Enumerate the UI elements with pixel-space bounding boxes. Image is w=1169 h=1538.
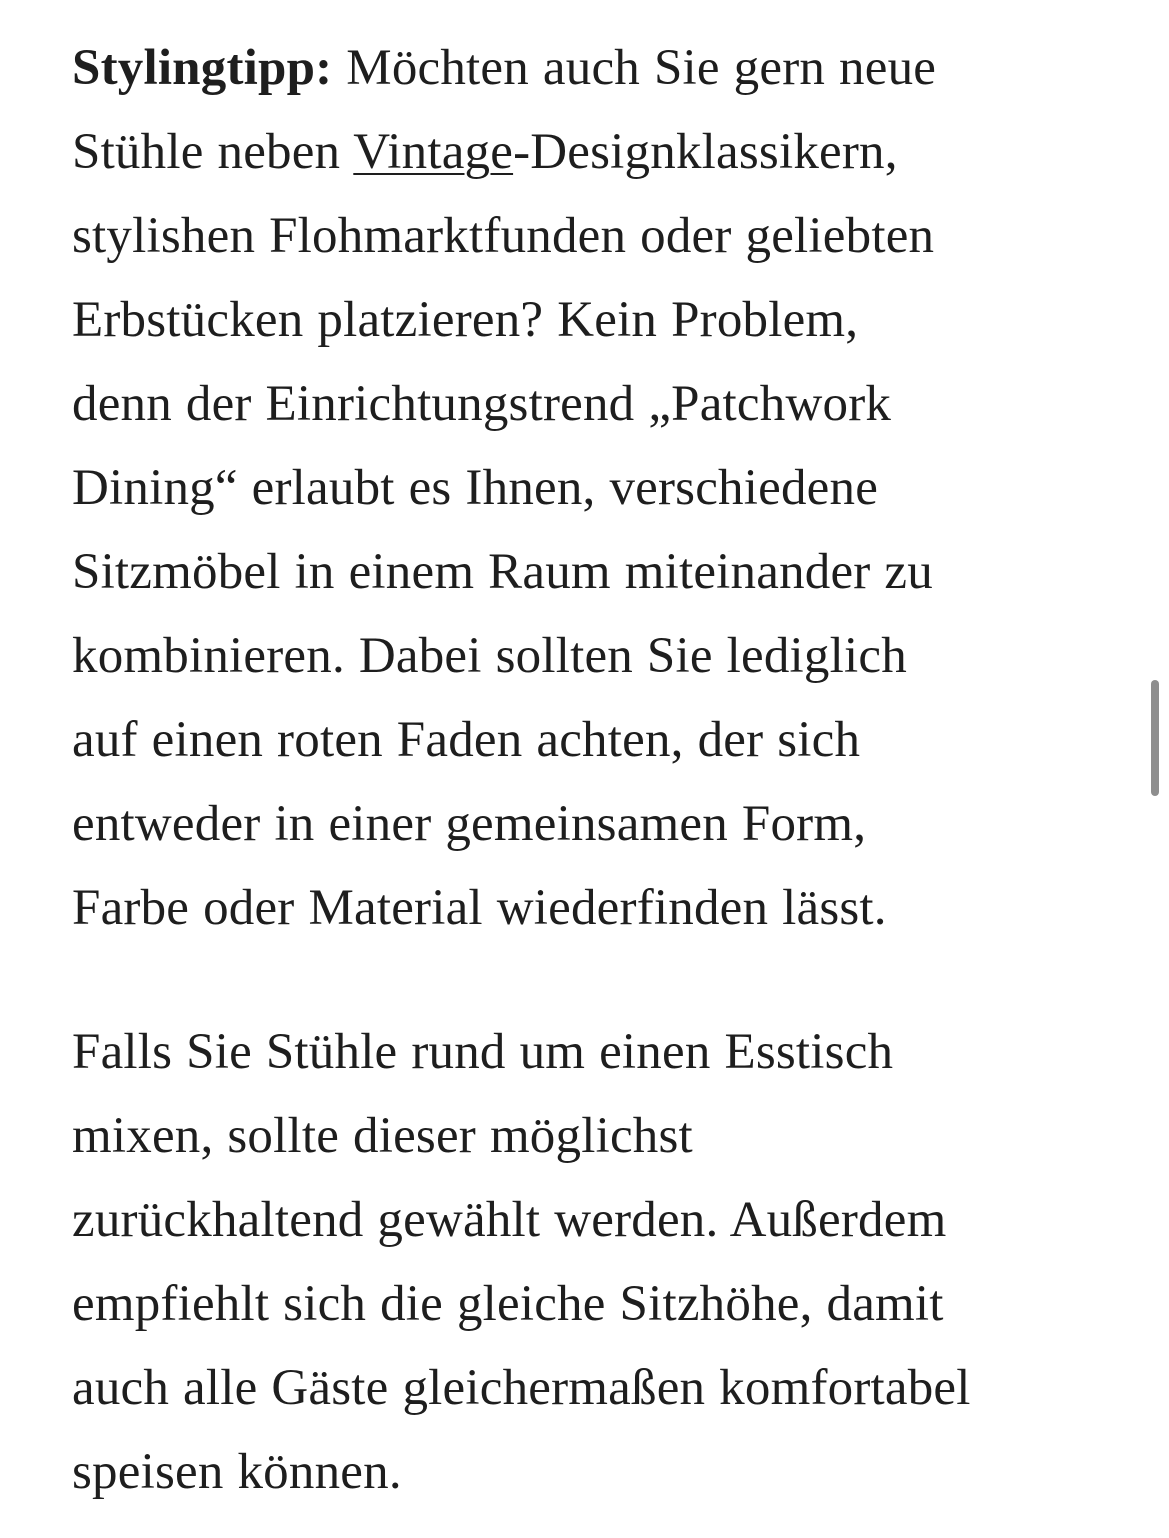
paragraph-line: [72, 110, 1112, 194]
paragraph-line: zurückhaltend gewählt werden. Außerdem: [72, 1192, 947, 1248]
styling-tip-paragraph: [72, 26, 1112, 950]
paragraph-line: mixen, sollte dieser möglichst: [72, 1108, 693, 1164]
paragraph-line: [72, 26, 1112, 110]
paragraph-text: -Designklassikern,: [513, 124, 898, 180]
scrollbar-thumb[interactable]: [1151, 680, 1159, 796]
chair-mixing-paragraph: [72, 1010, 1112, 1514]
paragraph-line: kombinieren. Dabei sollten Sie lediglich: [72, 628, 907, 684]
paragraph-line: Falls Sie Stühle rund um einen Esstisch: [72, 1024, 894, 1080]
styling-tip-label: Stylingtipp:: [72, 40, 333, 96]
paragraph-text: Stühle neben: [72, 124, 354, 180]
paragraph-text: Möchten auch Sie gern neue: [332, 40, 937, 96]
paragraph-line: stylishen Flohmarktfunden oder geliebten: [72, 208, 935, 264]
paragraph-line: speisen können.: [72, 1444, 402, 1500]
paragraph-line: entweder in einer gemeinsamen Form,: [72, 796, 867, 852]
paragraph-line: Dining“ erlaubt es Ihnen, verschiedene: [72, 460, 879, 516]
paragraph-line: denn der Einrichtungstrend „Patchwork: [72, 376, 892, 432]
vintage-link[interactable]: Vintage: [353, 124, 514, 180]
paragraph-line: Sitzmöbel in einem Raum miteinander zu: [72, 544, 933, 600]
paragraph-line: auf einen roten Faden achten, der sich: [72, 712, 861, 768]
article-body: [72, 26, 1112, 1514]
paragraph-line: Farbe oder Material wiederfinden lässt.: [72, 880, 887, 936]
paragraph-line: auch alle Gäste gleichermaßen komfortabel: [72, 1360, 971, 1416]
paragraph-line: Erbstücken platzieren? Kein Problem,: [72, 292, 859, 348]
paragraph-line: empfiehlt sich die gleiche Sitzhöhe, damit: [72, 1276, 944, 1332]
